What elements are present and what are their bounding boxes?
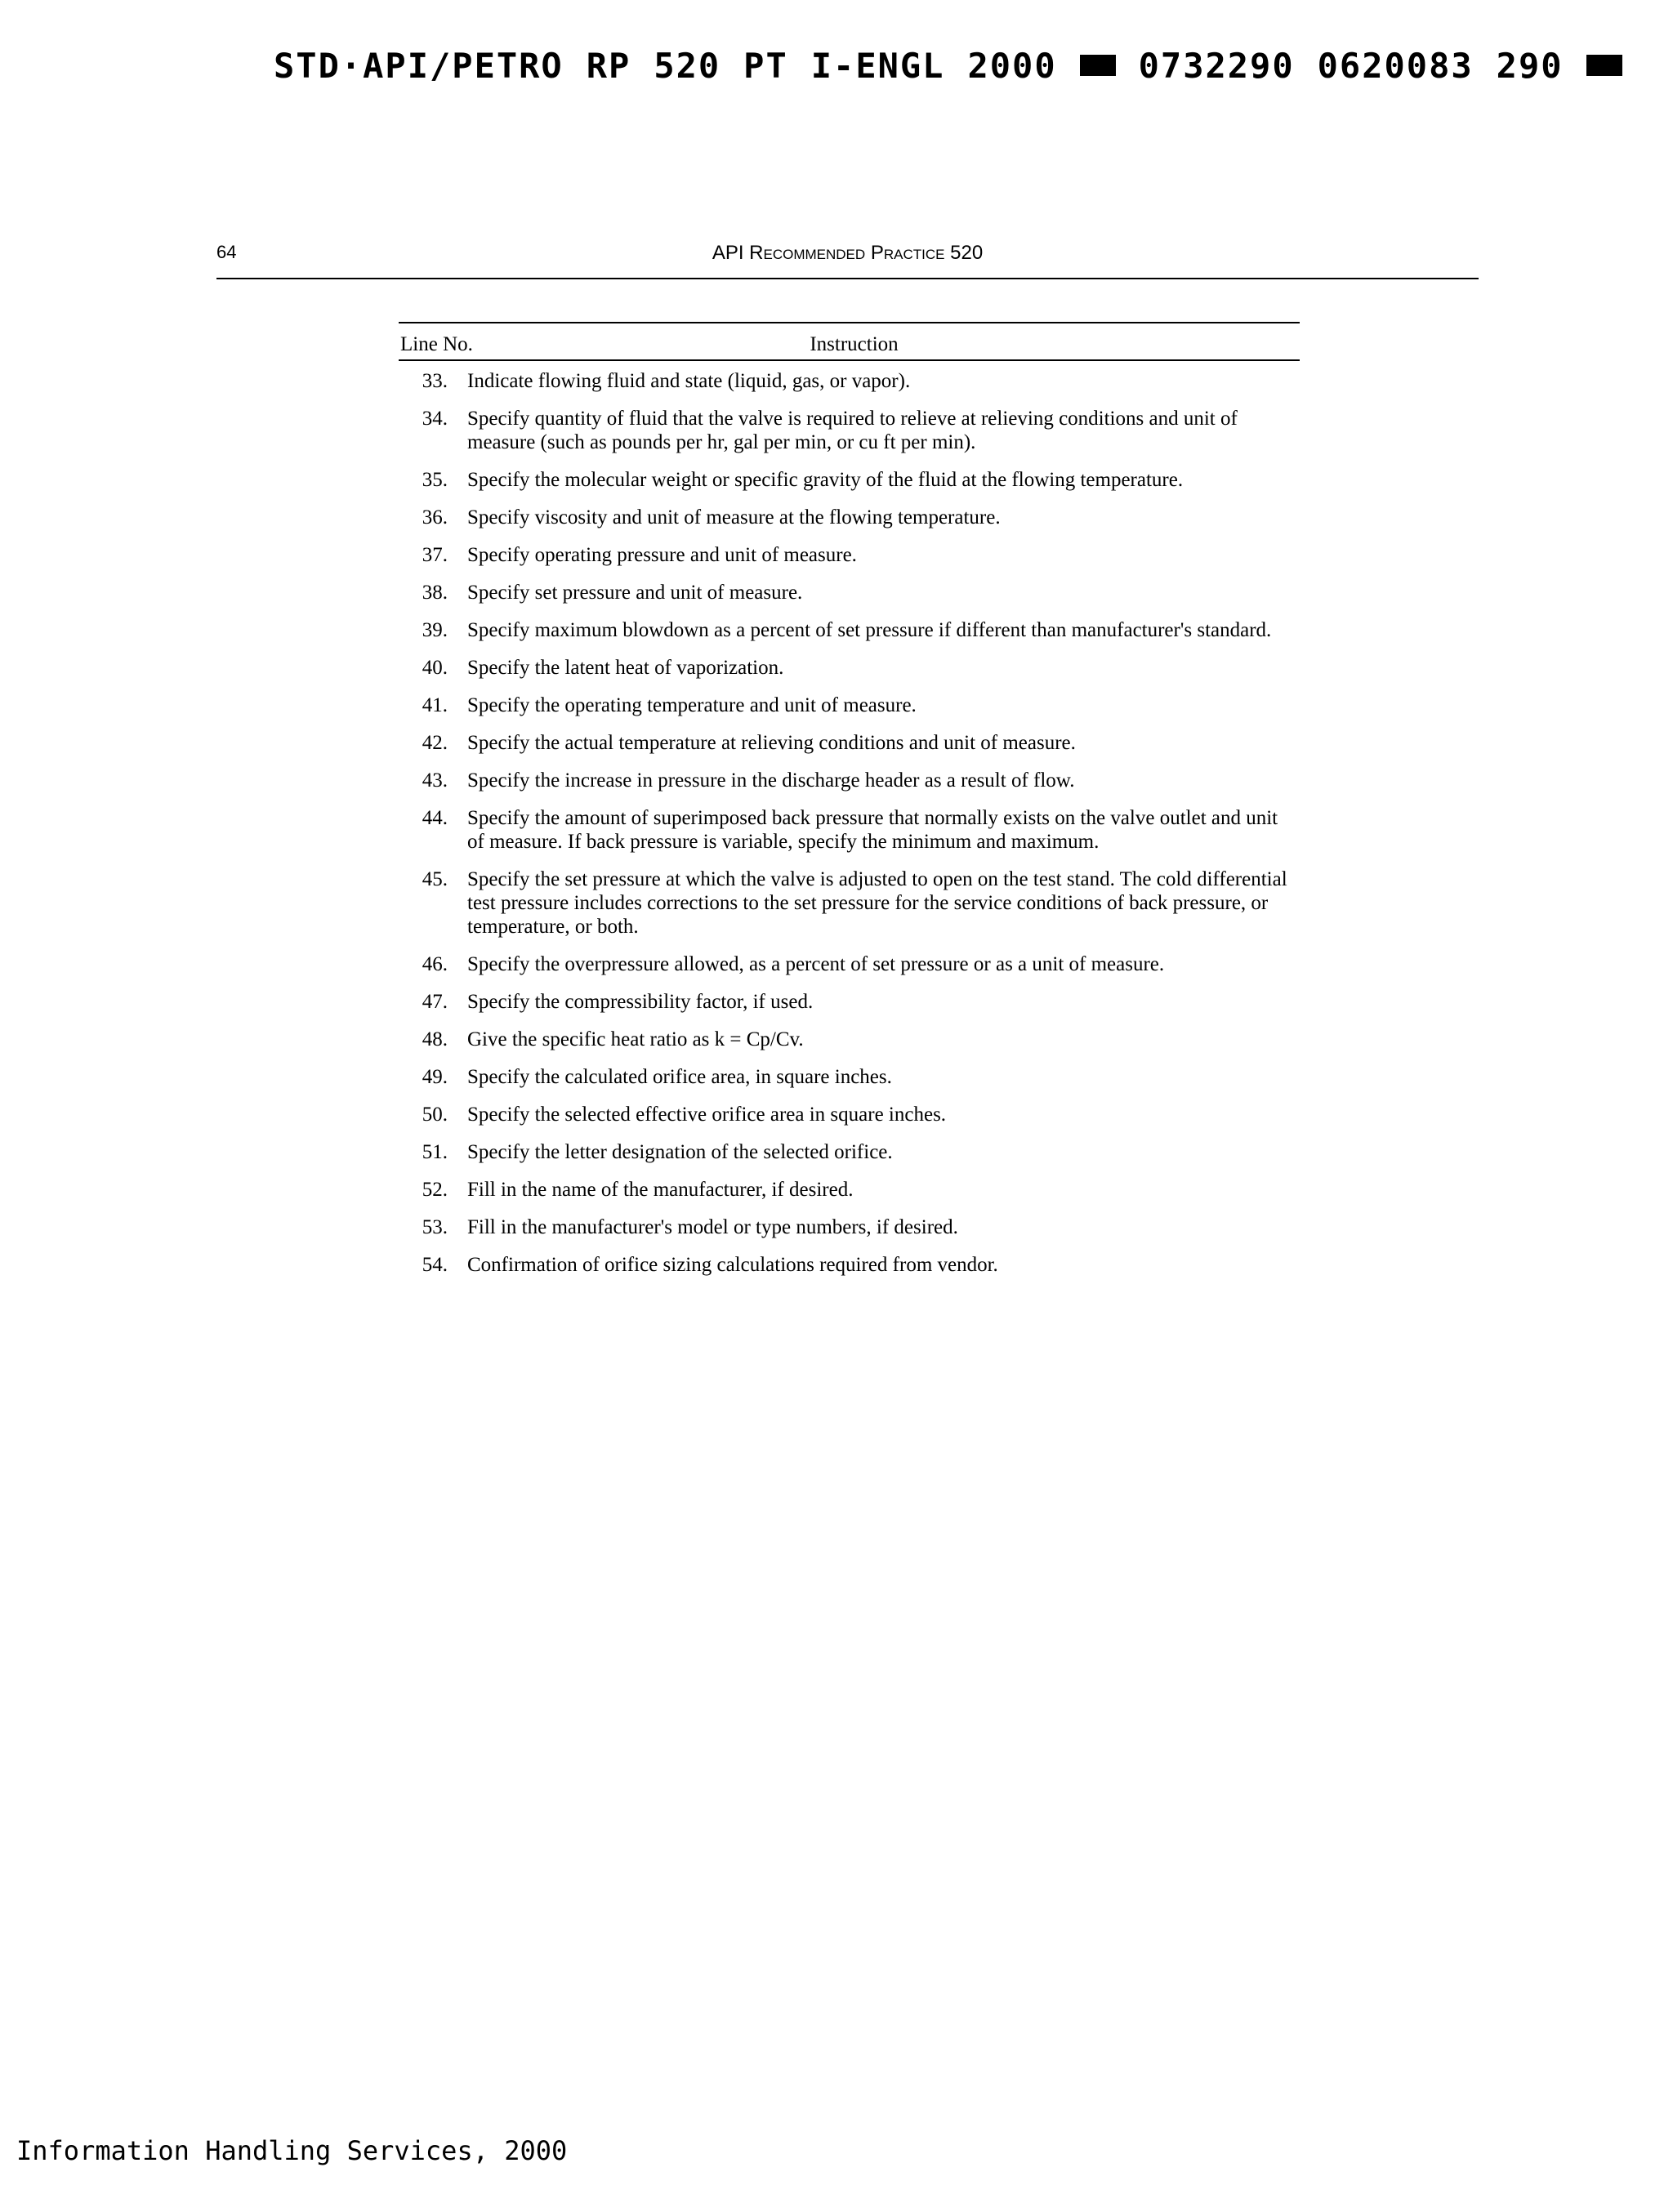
line-number: 33. [422, 370, 448, 392]
running-head [216, 242, 1479, 274]
instruction-text: Specify viscosity and unit of measure at the flowing temperature. [467, 506, 1001, 528]
table-row [399, 407, 1300, 454]
table-row [399, 1178, 1300, 1202]
table-row [399, 952, 1300, 976]
column-header-line-no: Line No. [400, 333, 473, 355]
line-number: 43. [422, 769, 448, 792]
line-number: 37. [422, 544, 448, 566]
instruction-text: Specify the compressibility factor, if used. [467, 991, 814, 1013]
header-segment: 520 [654, 45, 721, 86]
table-row [399, 806, 1300, 854]
instruction-text: Specify the letter designation of the selected orifice. [467, 1141, 893, 1163]
line-number: 46. [422, 953, 448, 975]
table-row [399, 506, 1300, 529]
header-segment: 0620083 [1317, 45, 1474, 86]
instruction-text: Specify the set pressure at which the valve is adjusted to open on the test stand. The cold differential test pressure includes corrections to the set pressure for the service conditions of back pressure, or temperature, or both. [467, 868, 1287, 938]
instruction-text: Specify quantity of fluid that the valve is required to relieve at relieving conditions and unit of measure (such as pounds per hr, gal per min, or cu ft per min). [467, 408, 1238, 453]
line-number: 53. [422, 1216, 448, 1238]
page-number: 64 [216, 242, 237, 262]
instruction-text: Specify the operating temperature and unit of measure. [467, 694, 917, 716]
black-block-mark [1586, 55, 1622, 76]
table-row [399, 618, 1300, 642]
table-row [399, 867, 1300, 939]
header-segment: RP [586, 45, 631, 86]
document-title: API Recommended Practice 520 [712, 242, 984, 264]
table-row [399, 1028, 1300, 1051]
instruction-text: Specify the amount of superimposed back pressure that normally exists on the valve outlet and unit of measure. If back pressure is variable, specify the minimum and maximum. [467, 807, 1278, 853]
header-segment: 2000 [967, 45, 1057, 86]
line-number: 39. [422, 619, 448, 641]
instruction-text: Specify the latent heat of vaporization. [467, 657, 784, 679]
instruction-text: Specify the increase in pressure in the discharge header as a result of flow. [467, 769, 1075, 792]
table-row [399, 731, 1300, 755]
column-header-instruction: Instruction [810, 333, 899, 355]
table-row [399, 1253, 1300, 1277]
instruction-text: Specify maximum blowdown as a percent of set pressure if different than manufacturer's standard. [467, 619, 1272, 641]
header-segment: 0732290 [1138, 45, 1295, 86]
line-number: 49. [422, 1066, 448, 1088]
line-number: 52. [422, 1179, 448, 1201]
instruction-text: Specify operating pressure and unit of measure. [467, 544, 857, 566]
instruction-text: Specify the calculated orifice area, in square inches. [467, 1066, 892, 1088]
table-row [399, 656, 1300, 680]
instruction-text: Specify set pressure and unit of measure. [467, 582, 803, 604]
line-number: 34. [422, 408, 448, 430]
header-rule [216, 278, 1479, 279]
line-number: 48. [422, 1028, 448, 1050]
instruction-text: Fill in the manufacturer's model or type numbers, if desired. [467, 1216, 958, 1238]
table-row [399, 990, 1300, 1014]
table-row [399, 1103, 1300, 1126]
instruction-text: Give the specific heat ratio as k = Cp/Cv. [467, 1028, 804, 1050]
line-number: 35. [422, 469, 448, 491]
instruction-table [399, 322, 1300, 1277]
instruction-text: Specify the molecular weight or specific gravity of the fluid at the flowing temperature. [467, 469, 1184, 491]
line-number: 38. [422, 582, 448, 604]
document-control-header [274, 42, 1622, 88]
table-row [399, 769, 1300, 792]
instruction-text: Fill in the name of the manufacturer, if desired. [467, 1179, 854, 1201]
instruction-text: Indicate flowing fluid and state (liquid, gas, or vapor). [467, 370, 911, 392]
line-number: 50. [422, 1104, 448, 1126]
instruction-text: Specify the overpressure allowed, as a percent of set pressure or as a unit of measure. [467, 953, 1165, 975]
table-row [399, 369, 1300, 393]
header-segment: PT [743, 45, 788, 86]
table-row [399, 693, 1300, 717]
table-header-rule [399, 359, 1300, 361]
table-row [399, 1140, 1300, 1164]
black-block-mark [1080, 55, 1116, 76]
line-number: 51. [422, 1141, 448, 1163]
table-row [399, 1065, 1300, 1089]
table-row [399, 468, 1300, 492]
table-body [399, 369, 1300, 1277]
table-row [399, 581, 1300, 604]
header-segment: STD·API/PETRO [274, 45, 564, 86]
instruction-text: Confirmation of orifice sizing calculations required from vendor. [467, 1254, 998, 1276]
line-number: 45. [422, 868, 448, 890]
line-number: 42. [422, 732, 448, 754]
instruction-text: Specify the selected effective orifice area in square inches. [467, 1104, 947, 1126]
table-row [399, 1215, 1300, 1239]
header-segment: 290 [1496, 45, 1564, 86]
table-header [399, 323, 1300, 356]
line-number: 40. [422, 657, 448, 679]
instruction-text: Specify the actual temperature at relieving conditions and unit of measure. [467, 732, 1076, 754]
table-row [399, 543, 1300, 567]
line-number: 44. [422, 807, 448, 829]
line-number: 54. [422, 1254, 448, 1276]
header-segment: I-ENGL [810, 45, 945, 86]
footer-source: Information Handling Services, 2000 [16, 2135, 568, 2166]
line-number: 36. [422, 506, 448, 528]
line-number: 47. [422, 991, 448, 1013]
line-number: 41. [422, 694, 448, 716]
